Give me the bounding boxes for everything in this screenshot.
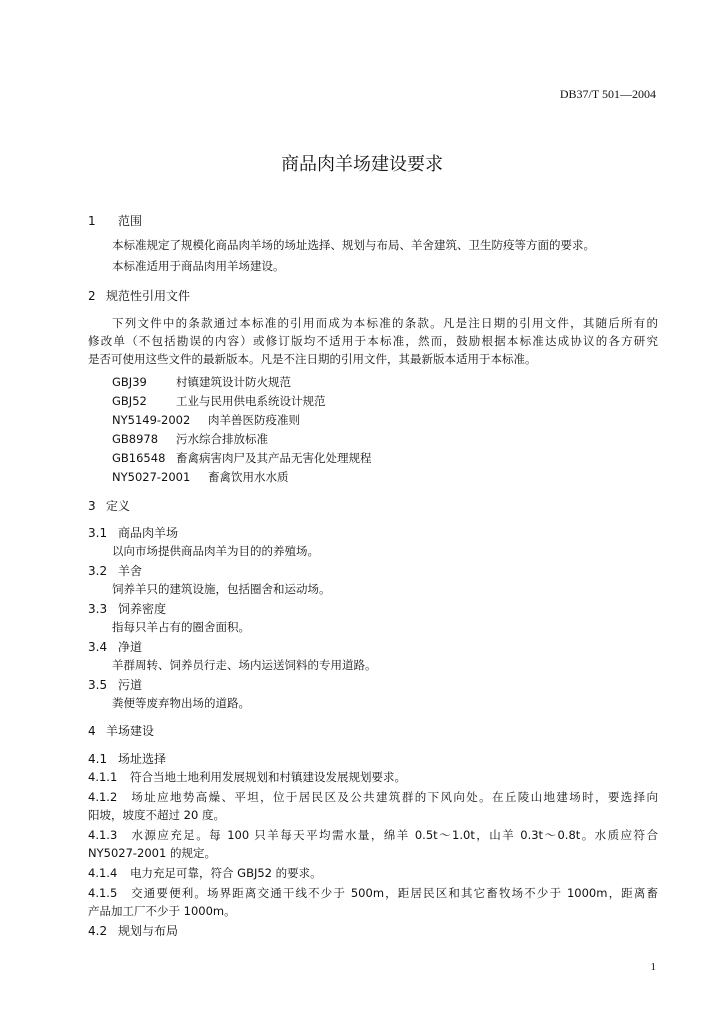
section-2-heading <box>88 287 190 304</box>
clause-number: 4.1.5 <box>88 886 118 900</box>
clause-text: 交通要便利。场界距离交通干线不少于 500m，距居民区和其它畜牧场不少于 1000m，距离畜 <box>130 886 658 900</box>
reference-code: GBJ52 <box>112 394 147 408</box>
reference-title: 工业与民用供电系统设计规范 <box>176 394 326 408</box>
definition-text: 羊群周转、饲养员行走、场内运送饲料的专用道路。 <box>112 658 377 672</box>
paragraph: 本标准适用于商品肉用羊场建设。 <box>112 259 285 273</box>
reference-title: 污水综合排放标准 <box>176 432 268 446</box>
section-3-heading <box>88 497 130 514</box>
document-title: 商品肉羊场建设要求 <box>281 154 443 175</box>
section-number: 1 <box>88 214 96 228</box>
definition-term <box>88 600 166 617</box>
clause-number: 3.3 <box>88 602 108 616</box>
definition-term <box>88 524 178 541</box>
clause-text: 水源应充足。每 100 只羊每天平均需水量，绵羊 0.5t～1.0t，山羊 0.3t～0.8t。水质应符合 <box>130 828 658 842</box>
reference-item <box>112 431 268 447</box>
definition-text: 以向市场提供商品肉羊为目的的养殖场。 <box>112 544 319 558</box>
section-4-heading <box>88 722 154 739</box>
term: 羊舍 <box>118 564 143 578</box>
reference-item <box>112 393 326 409</box>
clause <box>88 826 658 862</box>
definition-text: 指每只羊占有的圈舍面积。 <box>112 620 250 634</box>
definition-term <box>88 676 142 693</box>
reference-item <box>112 374 291 390</box>
reference-code: NY5149-2002 <box>112 413 191 427</box>
reference-title: 肉羊兽医防疫准则 <box>208 413 300 427</box>
section-title: 规范性引用文件 <box>106 289 191 303</box>
clause <box>88 768 406 786</box>
reference-item <box>112 412 300 428</box>
reference-title: 畜禽病害肉尸及其产品无害化处理规程 <box>176 451 372 465</box>
reference-title: 村镇建筑设计防火规范 <box>176 375 291 389</box>
reference-code: GB16548 <box>112 451 166 465</box>
clause-number: 4.2 <box>88 924 108 938</box>
normative-references-paragraph <box>88 314 658 368</box>
section-title: 羊场建设 <box>106 724 155 738</box>
definition-term <box>88 562 142 579</box>
subsection-heading <box>88 750 166 767</box>
section-number: 4 <box>88 724 96 738</box>
paragraph-line: 下列文件中的条款通过本标准的引用而成为本标准的条款。凡是注日期的引用文件，其随后所有的 <box>112 316 658 330</box>
clause <box>88 788 658 824</box>
clause-text: 电力充足可靠，符合 GBJ52 的要求。 <box>130 866 322 880</box>
reference-code: GBJ39 <box>112 375 147 389</box>
reference-item <box>112 450 372 466</box>
term: 污道 <box>118 678 143 692</box>
section-1-heading <box>88 212 142 229</box>
clause-number: 3.1 <box>88 526 108 540</box>
definition-term <box>88 638 142 655</box>
section-title: 定义 <box>106 499 131 513</box>
term: 商品肉羊场 <box>118 526 179 540</box>
paragraph-line: 修改单（不包括勘误的内容）或修订版均不适用于本标准，然而，鼓励根据本标准达成协议的各方研究 <box>88 334 658 348</box>
clause-number: 4.1.2 <box>88 790 118 804</box>
standard-code: DB37/T 501—2004 <box>559 87 656 101</box>
term: 净道 <box>118 640 143 654</box>
clause-text: NY5027-2001 的规定。 <box>88 846 216 860</box>
clause-number: 4.1.1 <box>88 770 118 784</box>
reference-title: 畜禽饮用水水质 <box>208 470 289 484</box>
subsection-title: 场址选择 <box>118 752 167 766</box>
clause-text: 产品加工厂不少于 1000m。 <box>88 904 236 918</box>
clause-number: 3.5 <box>88 678 108 692</box>
section-number: 3 <box>88 499 96 513</box>
section-title: 范围 <box>118 214 143 228</box>
clause <box>88 864 322 882</box>
definition-text: 粪便等废弃物出场的道路。 <box>112 696 250 710</box>
clause-text: 阳坡，坡度不超过 20 度。 <box>88 808 225 822</box>
clause-number: 4.1.4 <box>88 866 118 880</box>
paragraph: 本标准规定了规模化商品肉羊场的场址选择、规划与布局、羊舍建筑、卫生防疫等方面的要求。 <box>112 238 595 252</box>
section-number: 2 <box>88 289 96 303</box>
clause-text: 场址应地势高燥、平坦，位于居民区及公共建筑群的下风向处。在丘陵山地建场时，要选择向 <box>130 790 658 804</box>
clause-number: 3.4 <box>88 640 108 654</box>
reference-code: NY5027-2001 <box>112 470 191 484</box>
clause-number: 4.1 <box>88 752 108 766</box>
clause-text: 符合当地土地利用发展规划和村镇建设发展规划要求。 <box>130 770 406 784</box>
term: 饲养密度 <box>118 602 167 616</box>
page-number: 1 <box>650 961 656 973</box>
clause-number: 4.1.3 <box>88 828 118 842</box>
clause-number: 3.2 <box>88 564 108 578</box>
subsection-title: 规划与布局 <box>118 924 179 938</box>
clause <box>88 884 658 920</box>
paragraph-line: 是否可使用这些文件的最新版本。凡是不注日期的引用文件，其最新版本适用于本标准。 <box>88 352 537 366</box>
definition-text: 饲养羊只的建筑设施，包括圈舍和运动场。 <box>112 582 331 596</box>
subsection-heading <box>88 922 178 939</box>
reference-item <box>112 469 289 485</box>
reference-code: GB8978 <box>112 432 159 446</box>
